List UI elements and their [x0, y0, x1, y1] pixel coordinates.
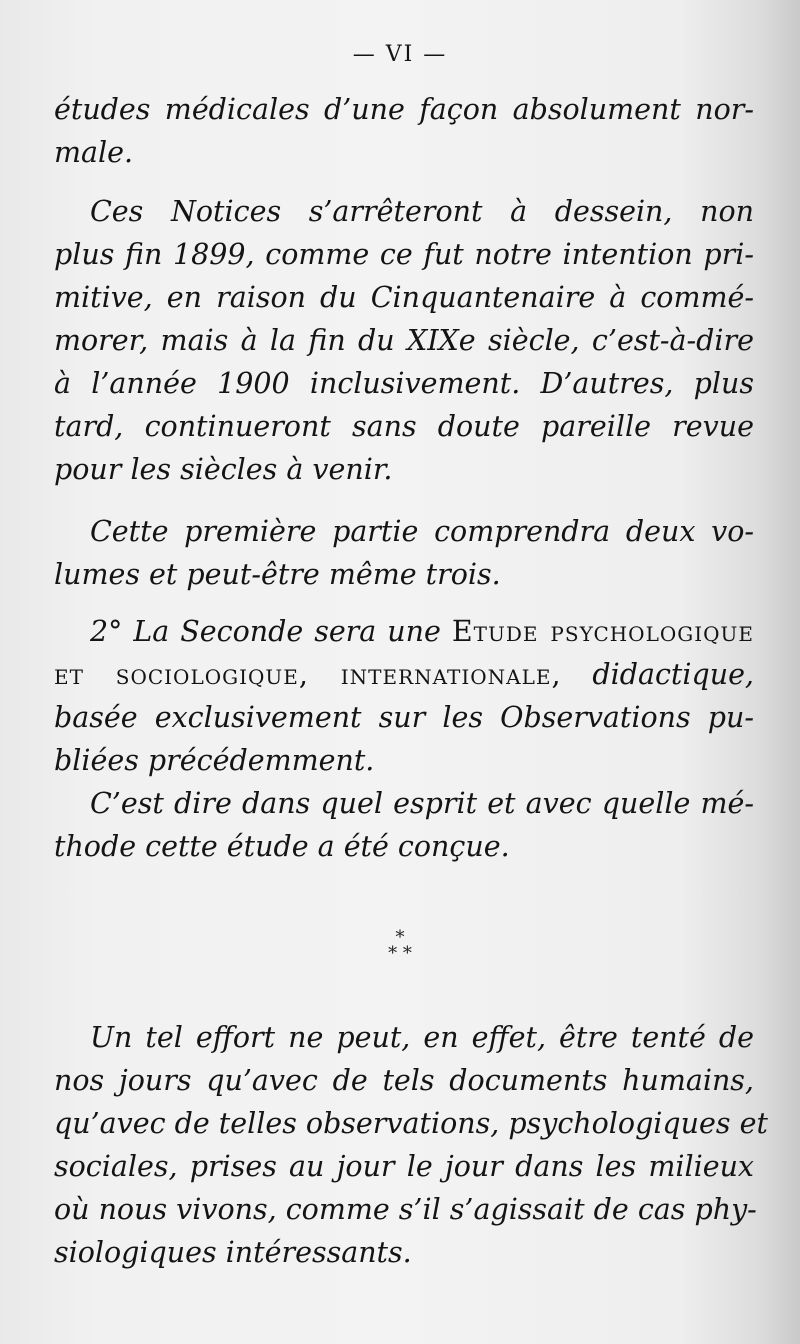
text-line: thode cette étude a été conçue. [54, 830, 510, 863]
text-line: où nous vivons, comme s’il s’agissait de cas phy- [54, 1193, 757, 1226]
paragraph-notices [54, 190, 754, 491]
smallcaps-fragment: Etude psychologique [451, 615, 754, 648]
paragraph-second-part [54, 610, 754, 782]
text-line: qu’avec de telles observations, psychologiques et [54, 1107, 768, 1140]
text-line: tard, continueront sans doute pareille revue [54, 410, 754, 443]
paragraph-continuation [54, 88, 754, 174]
text-line: lumes et peut-être même trois. [54, 558, 501, 591]
text-line: C’est dire dans quel esprit et avec quelle mé- [90, 787, 754, 820]
text-line: plus fin 1899, comme ce fut notre intention pri- [54, 238, 754, 271]
smallcaps-fragment: et sociologique, internationale, [54, 658, 562, 691]
paragraph-first-part [54, 510, 754, 596]
asterism-divider [0, 927, 800, 964]
text-fragment: 2° La Seconde sera une [90, 615, 441, 648]
text-line: male. [54, 136, 134, 169]
paragraph-effort [54, 1016, 768, 1274]
text-line: études médicales d’une façon absolument nor- [54, 93, 754, 126]
text-line: Un tel effort ne peut, en effet, être tenté de [90, 1021, 754, 1054]
text-line: nos jours qu’avec de tels documents humains, [54, 1064, 754, 1097]
text-line: mitive, en raison du Cinquantenaire à commé- [54, 281, 754, 314]
text-line: sociales, prises au jour le jour dans les milieux [54, 1150, 754, 1183]
asterism-top: * [395, 927, 405, 948]
paragraph-method [54, 782, 754, 868]
text-line [54, 653, 754, 696]
text-line: pour les siècles à venir. [54, 453, 393, 486]
text-fragment: didactique, [592, 658, 754, 691]
text-line: à l’année 1900 inclusivement. D’autres, plus [54, 367, 754, 400]
page-number: — VI — [352, 42, 448, 67]
text-line: Cette première partie comprendra deux vo- [90, 515, 754, 548]
text-line: bliées précédemment. [54, 744, 375, 777]
text-line [54, 610, 754, 653]
text-line: morer, mais à la fin du XIXe siècle, c’est-à-dire [54, 324, 754, 357]
text-line: basée exclusivement sur les Observations pu- [54, 701, 754, 734]
asterism-bottom: * * [388, 943, 412, 964]
text-line: Ces Notices s’arrêteront à dessein, non [90, 195, 754, 228]
text-line: siologiques intéressants. [54, 1236, 412, 1269]
